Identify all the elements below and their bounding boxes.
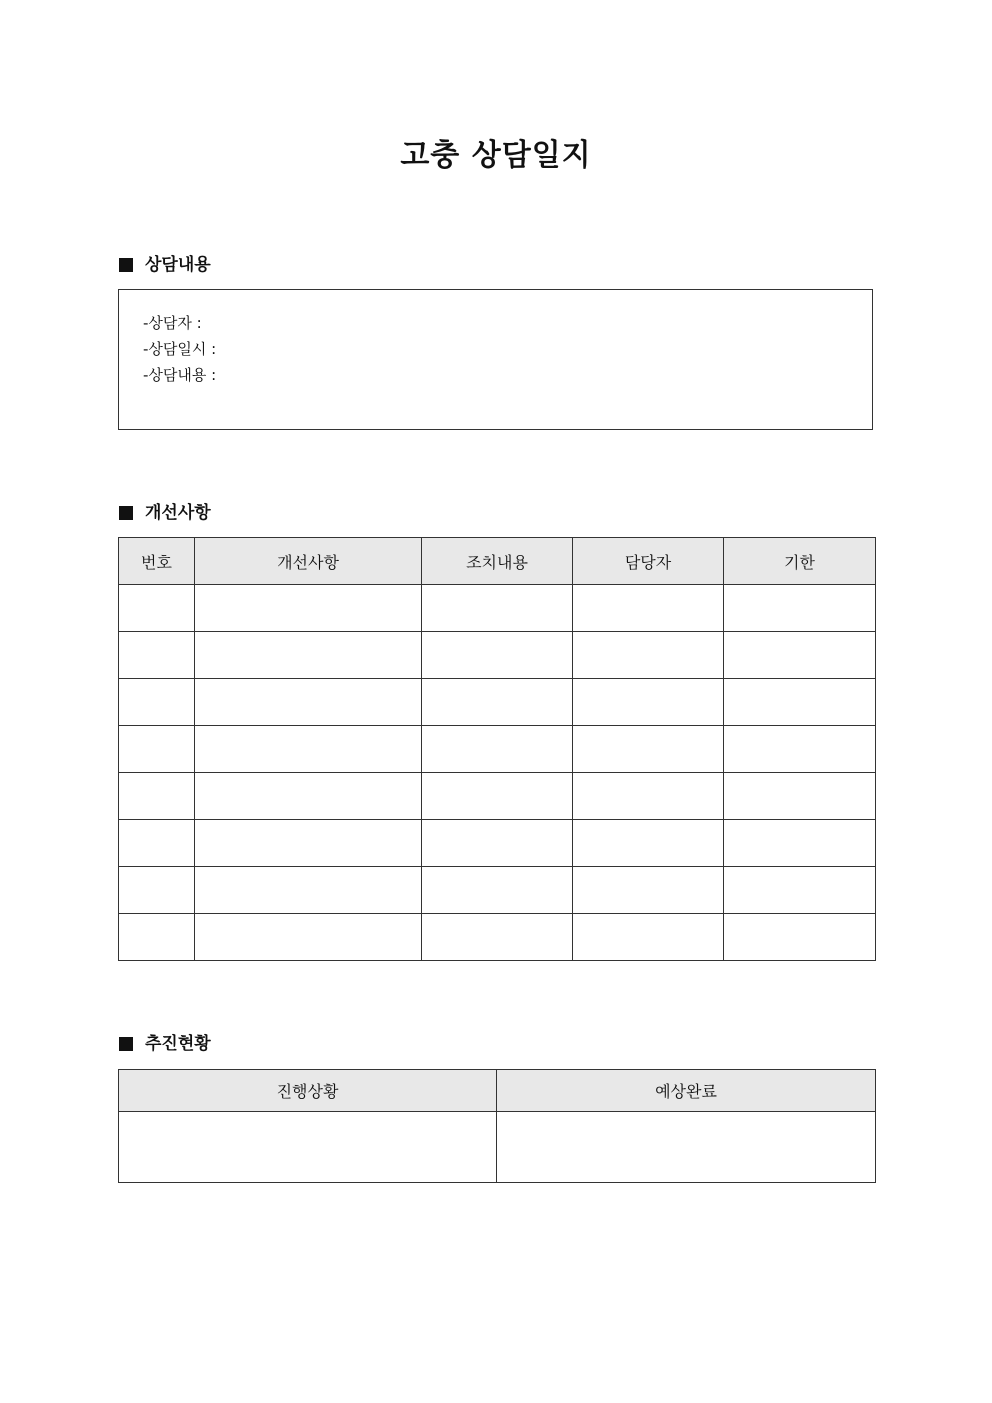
table-cell[interactable] xyxy=(422,679,573,726)
table-cell[interactable] xyxy=(195,726,422,773)
table-cell[interactable] xyxy=(195,914,422,961)
table-cell[interactable] xyxy=(119,820,195,867)
column-header-improvement: 개선사항 xyxy=(195,538,422,585)
column-header-progress-status: 진행상황 xyxy=(119,1070,497,1112)
table-cell[interactable] xyxy=(422,773,573,820)
consultation-box xyxy=(118,289,873,430)
section-heading-improvements xyxy=(119,501,211,525)
table-cell[interactable] xyxy=(573,585,724,632)
square-bullet-icon xyxy=(119,258,133,272)
consultation-content-field[interactable]: -상담내용 : xyxy=(143,366,217,384)
table-row xyxy=(119,585,876,632)
table-cell[interactable] xyxy=(497,1112,876,1183)
table-cell[interactable] xyxy=(119,585,195,632)
table-cell[interactable] xyxy=(422,726,573,773)
table-cell[interactable] xyxy=(573,679,724,726)
consultant-field[interactable]: -상담자 : xyxy=(143,314,202,332)
table-row xyxy=(119,867,876,914)
square-bullet-icon xyxy=(119,1037,133,1051)
table-cell[interactable] xyxy=(119,1112,497,1183)
table-cell[interactable] xyxy=(195,867,422,914)
consultation-datetime-field[interactable]: -상담일시 : xyxy=(143,340,217,358)
table-cell[interactable] xyxy=(119,773,195,820)
table-row xyxy=(119,726,876,773)
table-cell[interactable] xyxy=(422,632,573,679)
square-bullet-icon xyxy=(119,506,133,520)
section-heading-label: 개선사항 xyxy=(145,503,211,523)
column-header-action: 조치내용 xyxy=(422,538,573,585)
column-header-deadline: 기한 xyxy=(724,538,876,585)
table-cell[interactable] xyxy=(119,867,195,914)
table-cell[interactable] xyxy=(573,632,724,679)
table-cell[interactable] xyxy=(119,632,195,679)
improvements-table xyxy=(118,537,876,961)
table-cell[interactable] xyxy=(195,679,422,726)
column-header-expected-completion: 예상완료 xyxy=(497,1070,876,1112)
table-row xyxy=(119,632,876,679)
section-heading-label: 추진현황 xyxy=(145,1034,211,1054)
column-header-number: 번호 xyxy=(119,538,195,585)
table-row xyxy=(119,773,876,820)
table-cell[interactable] xyxy=(422,867,573,914)
table-cell[interactable] xyxy=(724,914,876,961)
table-cell[interactable] xyxy=(724,820,876,867)
table-cell[interactable] xyxy=(573,820,724,867)
table-row xyxy=(119,914,876,961)
table-row xyxy=(119,1112,876,1183)
table-cell[interactable] xyxy=(195,773,422,820)
table-header-row xyxy=(119,538,876,585)
table-header-row xyxy=(119,1070,876,1112)
table-cell[interactable] xyxy=(573,726,724,773)
table-cell[interactable] xyxy=(422,914,573,961)
table-cell[interactable] xyxy=(195,585,422,632)
table-cell[interactable] xyxy=(724,679,876,726)
table-cell[interactable] xyxy=(724,726,876,773)
table-cell[interactable] xyxy=(195,632,422,679)
column-header-assignee: 담당자 xyxy=(573,538,724,585)
table-cell[interactable] xyxy=(724,632,876,679)
table-row xyxy=(119,820,876,867)
table-cell[interactable] xyxy=(422,585,573,632)
table-cell[interactable] xyxy=(573,773,724,820)
section-heading-consultation xyxy=(119,253,211,277)
table-cell[interactable] xyxy=(119,914,195,961)
table-cell[interactable] xyxy=(119,679,195,726)
section-heading-label: 상담내용 xyxy=(145,255,211,275)
table-cell[interactable] xyxy=(422,820,573,867)
table-cell[interactable] xyxy=(119,726,195,773)
table-cell[interactable] xyxy=(724,867,876,914)
table-cell[interactable] xyxy=(724,773,876,820)
table-cell[interactable] xyxy=(573,914,724,961)
section-heading-progress xyxy=(119,1032,211,1056)
table-cell[interactable] xyxy=(724,585,876,632)
table-cell[interactable] xyxy=(195,820,422,867)
page-title: 고충 상담일지 xyxy=(400,138,592,173)
progress-table xyxy=(118,1069,876,1183)
table-row xyxy=(119,679,876,726)
table-cell[interactable] xyxy=(573,867,724,914)
